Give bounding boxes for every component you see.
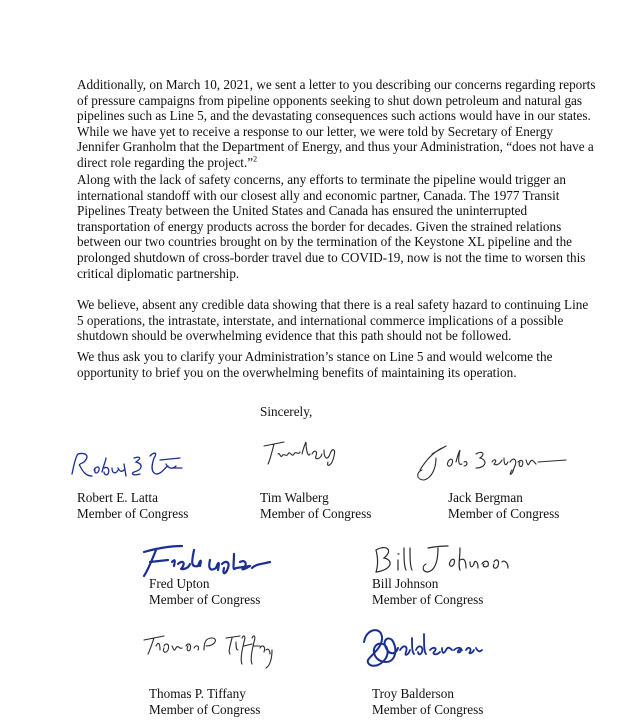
signature-upton xyxy=(138,540,278,580)
paragraph-clarify-stance: We thus ask you to clarify your Administration’s stance on Line 5 and would welcome the opportunity to brief you on the overwhelming benefits of maintaining its operation. xyxy=(77,349,553,380)
footnote-marker: 2 xyxy=(253,154,258,164)
signatory-title: Member of Congress xyxy=(77,506,189,521)
paragraph-safety-data: We believe, absent any credible data showing that there is a real safety hazard to continuing Line 5 operations, the intrastate, interstate, and international commerce implications of a possible shutdown should be overwhelming evidence that this path should not be followed. xyxy=(77,297,589,344)
signatory-name: Robert E. Latta xyxy=(77,490,158,505)
signatory-latta xyxy=(77,490,188,522)
signatory-title: Member of Congress xyxy=(448,506,560,521)
signatory-title: Member of Congress xyxy=(372,592,484,607)
signature-johnson xyxy=(366,540,516,578)
signatory-name: Troy Balderson xyxy=(372,686,454,701)
signatory-name: Jack Bergman xyxy=(448,490,523,505)
signatory-title: Member of Congress xyxy=(260,506,372,521)
closing-salutation: Sincerely, xyxy=(260,404,313,419)
signatory-bergman xyxy=(448,490,559,522)
paragraph-text: Additionally, on March 10, 2021, we sent a letter to you describing our concerns regarding reports of pressure campaigns from pipeline opponents seeking to shut down petroleum and natural gas pipelines such as Line 5, and the devastating consequences such actions would have in our states. While we have yet to receive a response to our letter, we were told by Secretary of Energy Jennifer Granholm that the Department of Energy, and thus your Administration, “does not have a direct role regarding the project.” xyxy=(77,77,596,170)
signatory-tiffany xyxy=(149,686,260,718)
signatory-name: Thomas P. Tiffany xyxy=(149,686,246,701)
signature-latta xyxy=(68,446,188,482)
signatory-walberg xyxy=(260,490,371,522)
signatory-upton xyxy=(149,576,260,608)
signatory-johnson xyxy=(372,576,483,608)
signatory-balderson xyxy=(372,686,483,718)
signatory-title: Member of Congress xyxy=(149,592,261,607)
signatory-name: Fred Upton xyxy=(149,576,210,591)
signatory-title: Member of Congress xyxy=(149,702,261,717)
paragraph-march-letter xyxy=(77,77,597,171)
paragraph-canada-standoff: Along with the lack of safety concerns, any efforts to terminate the pipeline would trigger an international standoff with our closest ally and economic partner, Canada. The 1977 Transit Pipelines Treaty between the United States and Canada has ensured the uninterrupted transportation of energy products across the border for decades. Given the strained relations between our two countries brought on by the termination of the Keystone XL pipeline and the prolonged shutdown of cross-border travel due to COVID-19, now is not the time to worsen this critical diplomatic partnership. xyxy=(77,172,586,281)
signature-walberg xyxy=(262,436,342,470)
signature-tiffany xyxy=(140,628,280,672)
signatory-title: Member of Congress xyxy=(372,702,484,717)
signature-balderson xyxy=(356,622,496,674)
signature-bergman xyxy=(412,440,572,484)
signatory-name: Bill Johnson xyxy=(372,576,439,591)
signatory-name: Tim Walberg xyxy=(260,490,329,505)
